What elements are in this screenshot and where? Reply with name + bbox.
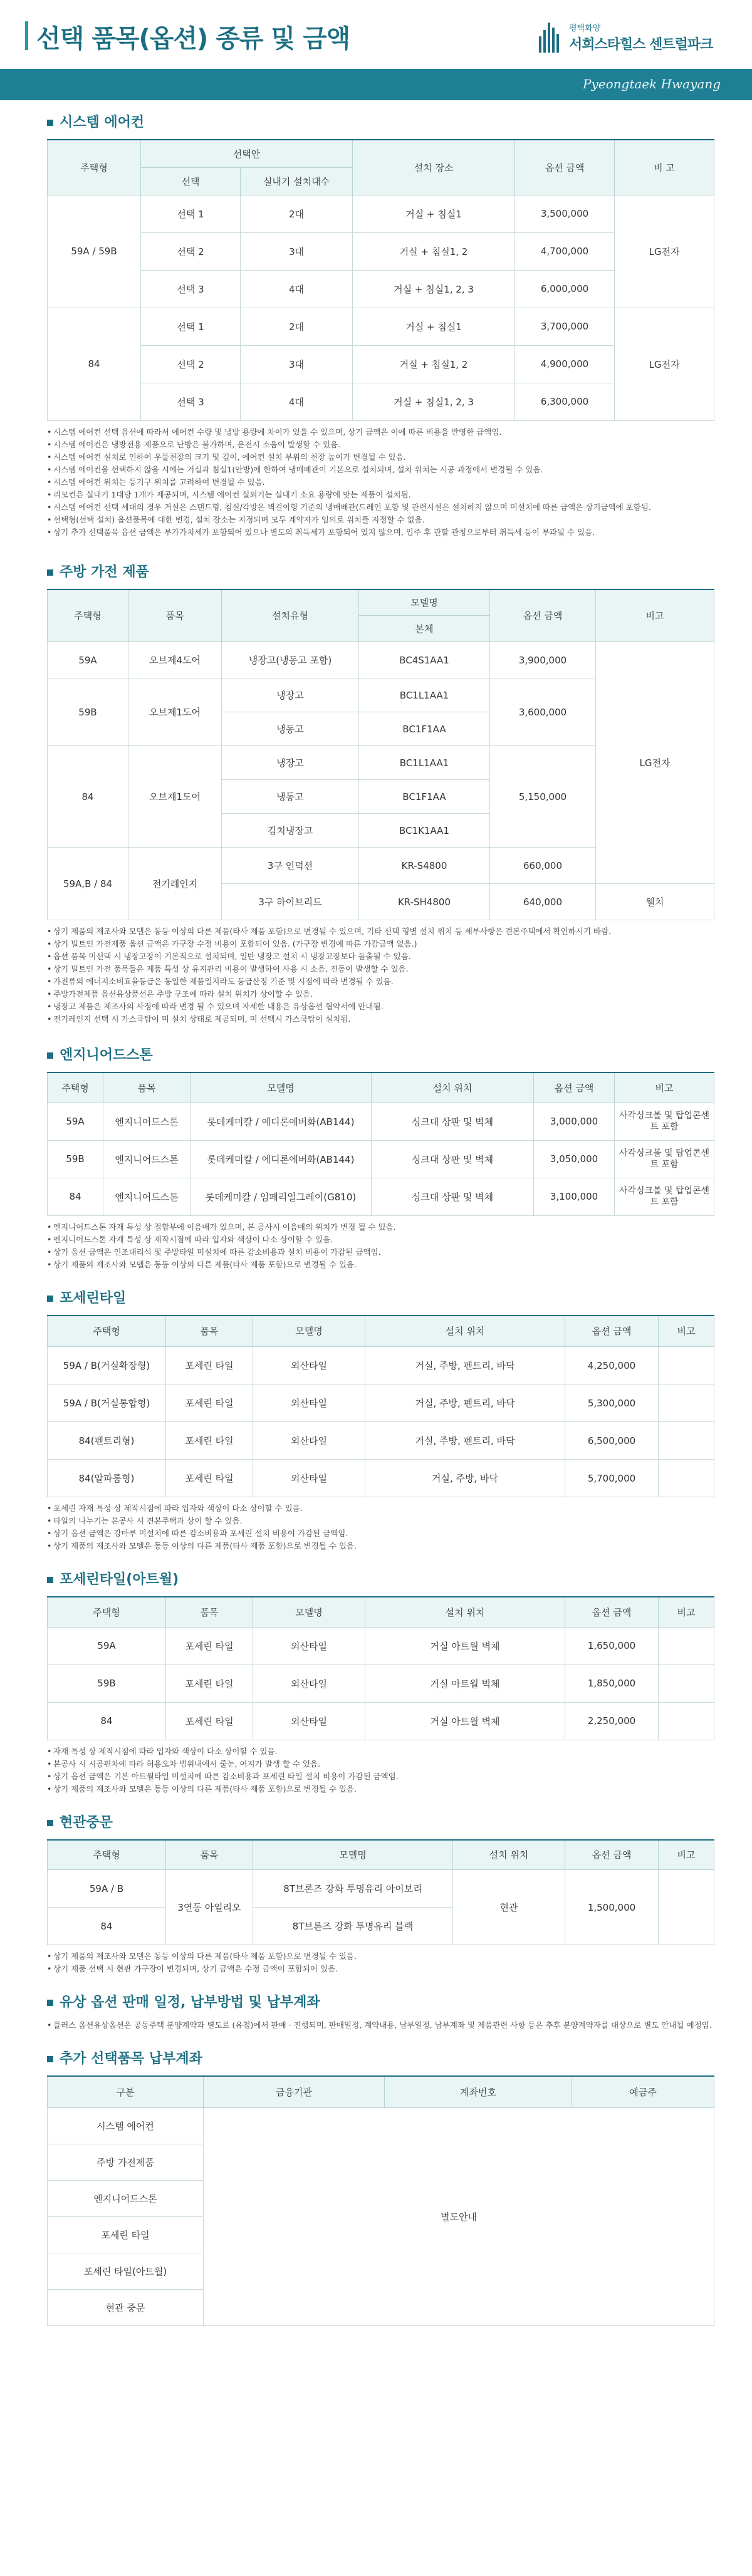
section-title-aircon: 시스템 에어컨 — [47, 114, 714, 132]
note-item: • 선택형(선택 설치) 옵션품목에 대한 변경, 설치 장소는 지정되며 모두 계약자가 임의로 위치를 지정할 수 없음. — [47, 514, 714, 526]
section-title-artwall: 포세린타일(아트월) — [47, 1571, 714, 1589]
page-header — [0, 0, 752, 69]
note-item: • 자재 특성 상 제작시점에 따라 입자와 색상이 다소 상이할 수 있음. — [47, 1745, 714, 1758]
note-item: • 포세린 자재 특성 상 제작시점에 따라 입자와 색상이 다소 상이할 수 있음. — [47, 1502, 714, 1515]
units-cell: 2대 — [241, 195, 353, 232]
price-cell: 660,000 — [490, 848, 596, 884]
maker-cell: LG전자 — [615, 308, 714, 420]
col-units: 실내기 설치대수 — [241, 167, 353, 195]
price-cell: 1,850,000 — [565, 1665, 659, 1702]
col-kind: 구분 — [48, 2076, 204, 2107]
maker-cell: 웰치 — [596, 884, 714, 920]
type-cell: 59B — [48, 1140, 103, 1178]
kind-cell: 냉장고 — [222, 678, 359, 712]
kind-cell: 3구 하이브리드 — [222, 884, 359, 920]
col-type: 주택형 — [48, 589, 128, 642]
item-cell: 포세린 타일 — [166, 1702, 253, 1740]
price-cell: 5,150,000 — [490, 746, 596, 848]
type-cell: 59A / B — [48, 1870, 166, 1908]
col-choice: 선택안 — [141, 140, 353, 167]
artwall-tile-table — [47, 1596, 714, 1740]
type-cell: 84 — [48, 746, 128, 848]
units-cell: 4대 — [241, 270, 353, 308]
item-cell: 전기레인지 — [128, 848, 222, 920]
col-location: 설치 위치 — [453, 1840, 565, 1870]
kind-cell: 김치냉장고 — [222, 814, 359, 848]
col-model: 모델명 — [253, 1840, 453, 1870]
location-cell: 거실 + 침실1 — [353, 308, 515, 345]
model-cell: 8T브론즈 강화 투명유리 블랙 — [253, 1908, 453, 1945]
col-price: 옵션 금액 — [565, 1840, 659, 1870]
type-cell: 59A — [48, 1627, 166, 1665]
price-cell: 3,000,000 — [534, 1103, 615, 1140]
type-cell: 84 — [48, 1908, 166, 1945]
kind-cell: 엔지니어드스톤 — [48, 2180, 204, 2216]
note-cell — [659, 1665, 714, 1702]
note-cell — [659, 1460, 714, 1497]
maker-cell: LG전자 — [615, 195, 714, 308]
col-location: 설치 위치 — [372, 1072, 534, 1103]
note-item: • 상기 옵션 금액은 기본 아트월타일 미설치에 따른 감소비용과 포세린 타일 설치 비용이 가감된 금액임. — [47, 1770, 714, 1783]
kind-cell: 냉장고(냉동고 포함) — [222, 642, 359, 678]
model-cell: 외산타일 — [253, 1460, 365, 1497]
price-cell: 6,300,000 — [515, 383, 615, 420]
note-item: • 타일의 나누기는 본공사 시 견본주택과 상이 할 수 있음. — [47, 1515, 714, 1527]
location-cell: 거실, 주방, 펜트리, 바닥 — [365, 1422, 565, 1460]
type-cell: 84 — [48, 1178, 103, 1215]
col-item: 품목 — [166, 1316, 253, 1347]
type-cell: 59A / 59B — [48, 195, 141, 308]
model-cell: KR-S4800 — [359, 848, 490, 884]
note-item: • 플러스 옵션유상옵션은 공동주택 분양계약과 별도로 (유첨)에서 판매 · 진행되며, 판매일정, 계약내용, 납부일정, 납부계좌 및 제품관련 사항 등은 추후 분양계약자를 대상으로 별도 안내될 예정임. — [47, 2019, 714, 2032]
price-cell: 3,900,000 — [490, 642, 596, 678]
kind-cell: 냉동고 — [222, 712, 359, 746]
note-item: • 시스템 에어컨 위치는 등기구 위치를 고려하여 변경될 수 있음. — [47, 476, 714, 489]
note-cell — [659, 1422, 714, 1460]
section-title-schedule: 유상 옵션 판매 일정, 납부방법 및 납부계좌 — [47, 1994, 714, 2012]
section-title-account: 추가 선택품목 납부계좌 — [47, 2050, 714, 2068]
col-type: 주택형 — [48, 1072, 103, 1103]
item-cell: 포세린 타일 — [166, 1665, 253, 1702]
note-item: • 상기 제품의 제조사와 모델은 동등 이상의 다른 제품(타사 제품 포함)으로 변경될 수 있음. — [47, 1259, 714, 1271]
section-title-stone: 엔지니어드스톤 — [47, 1047, 714, 1064]
type-cell: 59A / B(거실통합형) — [48, 1384, 166, 1422]
note-item: • 시스템 에어컨 선택 옵션에 따라서 에어컨 수량 및 냉방 용량에 차이가 있을 수 있으며, 상기 금액은 이에 따른 비용을 반영한 금액임. — [47, 426, 714, 439]
note-item: • 옵션 품목 미선택 시 냉장고장이 기본적으로 설치되며, 일반 냉장고 설치 시 냉장고장보다 돌출될 수 있음. — [47, 950, 714, 963]
select-cell: 선택 3 — [141, 270, 241, 308]
title-band — [0, 69, 752, 100]
note-item: • 상기 제품의 제조사와 모델은 동등 이상의 다른 제품(타사 제품 포함)으로 변경될 수 있음. — [47, 1540, 714, 1552]
brand-logo — [539, 19, 727, 56]
door-notes — [47, 1950, 714, 1975]
model-cell: BC1L1AA1 — [359, 678, 490, 712]
location-cell: 싱크대 상판 및 벽체 — [372, 1103, 534, 1140]
note-cell — [659, 1384, 714, 1422]
note-item: • 시스템 에어컨을 선택하지 않을 시에는 거실과 침실1(안방)에 한하여 냉매배관이 기본으로 설치되며, 설치 위치는 시공 과정에서 변경될 수 있음. — [47, 464, 714, 476]
col-note: 비고 — [659, 1316, 714, 1347]
model-cell: 롯데케미칼 / 에디론에버화(AB144) — [191, 1103, 372, 1140]
item-cell: 포세린 타일 — [166, 1384, 253, 1422]
units-cell: 3대 — [241, 232, 353, 270]
price-cell: 6,500,000 — [565, 1422, 659, 1460]
maker-cell: LG전자 — [596, 642, 714, 884]
item-cell: 엔지니어드스톤 — [103, 1140, 191, 1178]
kind-cell: 시스템 에어컨 — [48, 2107, 204, 2144]
type-cell: 84 — [48, 308, 141, 420]
price-cell: 2,250,000 — [565, 1702, 659, 1740]
col-model: 모델명 — [253, 1597, 365, 1627]
location-cell: 거실 + 침실1, 2, 3 — [353, 270, 515, 308]
location-cell: 싱크대 상판 및 벽체 — [372, 1140, 534, 1178]
porcelain-notes — [47, 1502, 714, 1552]
note-item: • 시스템 에어컨 설치로 인하여 우물천장의 크기 및 깊이, 에어컨 설치 부위의 천장 높이가 변경될 수 있음. — [47, 451, 714, 464]
col-model: 모델명 — [253, 1316, 365, 1347]
type-cell: 84 — [48, 1702, 166, 1740]
item-cell: 3연동 아일리오 — [166, 1870, 253, 1945]
item-cell: 오브제1도어 — [128, 746, 222, 848]
item-cell: 오브제4도어 — [128, 642, 222, 678]
col-kind: 설치유형 — [222, 589, 359, 642]
units-cell: 3대 — [241, 345, 353, 383]
note-item: • 상기 제품의 제조사와 모델은 동등 이상의 다른 제품(타사 제품 포함)으로 변경될 수 있음. — [47, 1783, 714, 1795]
section-title-door: 현관중문 — [47, 1814, 714, 1832]
col-location: 설치 위치 — [365, 1316, 565, 1347]
price-cell: 640,000 — [490, 884, 596, 920]
price-cell: 1,500,000 — [565, 1870, 659, 1945]
type-cell: 59A,B / 84 — [48, 848, 128, 920]
aircon-table — [47, 139, 714, 421]
note-cell — [659, 1627, 714, 1665]
units-cell: 2대 — [241, 308, 353, 345]
type-cell: 84(펜트리형) — [48, 1422, 166, 1460]
col-note: 비고 — [615, 1072, 714, 1103]
note-cell: 사각싱크볼 및 탑업콘센트 포함 — [615, 1178, 714, 1215]
type-cell: 59B — [48, 1665, 166, 1702]
col-type: 주택형 — [48, 1840, 166, 1870]
kind-cell: 현관 중문 — [48, 2289, 204, 2325]
col-item: 품목 — [103, 1072, 191, 1103]
model-cell: 외산타일 — [253, 1347, 365, 1384]
select-cell: 선택 2 — [141, 232, 241, 270]
price-cell: 3,600,000 — [490, 678, 596, 746]
note-item: • 상기 추가 선택품목 옵션 금액은 부가가치세가 포함되어 있으나 별도의 취득세가 포함되어 있지 않으며, 입주 후 관할 관청으로부터 취득세 등이 부과될 수 있음. — [47, 526, 714, 539]
price-cell: 4,900,000 — [515, 345, 615, 383]
location-cell: 거실, 주방, 바닥 — [365, 1460, 565, 1497]
location-cell: 거실 + 침실1, 2 — [353, 232, 515, 270]
band-script-text: Pyeongtaek Hwayang — [583, 76, 721, 91]
note-item: • 엔지니어드스톤 자재 특성 상 접합부에 이음매가 있으며, 본 공사시 이음매의 위치가 변경 될 수 있음. — [47, 1221, 714, 1233]
col-price: 옵션 금액 — [534, 1072, 615, 1103]
model-cell: 외산타일 — [253, 1665, 365, 1702]
logo-subtext: 평택화양 — [569, 24, 601, 33]
artwall-notes — [47, 1745, 714, 1795]
payment-account-table — [47, 2075, 714, 2326]
model-cell: 외산타일 — [253, 1422, 365, 1460]
note-item: • 상기 빌트인 가전제품 옵션 금액은 가구장 수정 비용이 포함되어 있음. (가구장 변경에 따른 가감금액 없음.) — [47, 938, 714, 950]
kind-cell: 냉동고 — [222, 780, 359, 814]
col-account: 계좌번호 — [385, 2076, 572, 2107]
price-cell: 5,300,000 — [565, 1384, 659, 1422]
col-type: 주택형 — [48, 140, 141, 195]
note-item: • 상기 제품 선택 시 현관 가구장이 변경되며, 상기 금액은 수정 금액이 포함되어 있음. — [47, 1963, 714, 1975]
kitchen-notes — [47, 925, 714, 1026]
model-cell: BC1F1AA — [359, 780, 490, 814]
location-cell: 거실, 주방, 펜트리, 바닥 — [365, 1384, 565, 1422]
note-item: • 전기레인지 선택 시 가스쿡탑이 미 설치 상태로 제공되며, 미 선택시 가스쿡탑이 설치됨. — [47, 1013, 714, 1026]
location-cell: 거실 + 침실1, 2 — [353, 345, 515, 383]
content — [0, 114, 752, 2326]
col-location: 설치 위치 — [365, 1597, 565, 1627]
units-cell: 4대 — [241, 383, 353, 420]
kind-cell: 주방 가전제품 — [48, 2144, 204, 2180]
price-cell: 3,100,000 — [534, 1178, 615, 1215]
item-cell: 포세린 타일 — [166, 1347, 253, 1384]
price-cell: 3,700,000 — [515, 308, 615, 345]
item-cell: 엔지니어드스톤 — [103, 1178, 191, 1215]
note-cell — [659, 1347, 714, 1384]
type-cell: 59A — [48, 642, 128, 678]
price-cell: 3,050,000 — [534, 1140, 615, 1178]
location-cell: 거실 아트월 벽체 — [365, 1627, 565, 1665]
select-cell: 선택 1 — [141, 308, 241, 345]
col-location: 설치 장소 — [353, 140, 515, 195]
model-cell: BC4S1AA1 — [359, 642, 490, 678]
col-price: 옵션 금액 — [565, 1316, 659, 1347]
note-item: • 리모컨은 실내기 1대당 1개가 제공되며, 시스템 에어컨 실외기는 실내기 소요 용량에 맞는 제품이 설치됨. — [47, 489, 714, 501]
price-cell: 4,700,000 — [515, 232, 615, 270]
model-cell: BC1L1AA1 — [359, 746, 490, 780]
price-cell: 5,700,000 — [565, 1460, 659, 1497]
col-item: 품목 — [166, 1597, 253, 1627]
logo-mark-icon — [539, 21, 564, 53]
kind-cell: 포세린 타일 — [48, 2216, 204, 2253]
location-cell: 거실 + 침실1, 2, 3 — [353, 383, 515, 420]
col-note: 비고 — [659, 1840, 714, 1870]
schedule-notes — [47, 2019, 714, 2032]
price-cell: 3,500,000 — [515, 195, 615, 232]
select-cell: 선택 2 — [141, 345, 241, 383]
kind-cell: 3구 인덕션 — [222, 848, 359, 884]
price-cell: 1,650,000 — [565, 1627, 659, 1665]
note-item: • 본공사 시 시공편차에 따라 허용오차 범위내에서 줄눈, 여지가 발생 할 수 있음. — [47, 1758, 714, 1770]
col-select: 선택 — [141, 167, 241, 195]
col-price: 옵션 금액 — [490, 589, 596, 642]
note-cell — [659, 1870, 714, 1945]
kind-cell: 포세린 타일(아트월) — [48, 2253, 204, 2289]
note-cell: 사각싱크볼 및 탑업콘센트 포함 — [615, 1103, 714, 1140]
col-model: 모델명 — [359, 589, 490, 616]
section-title-porcelain: 포세린타일 — [47, 1290, 714, 1307]
logo-text: 서희스타힐스 센트럴파크 — [569, 37, 713, 53]
model-cell: BC1F1AA — [359, 712, 490, 746]
col-model: 모델명 — [191, 1072, 372, 1103]
price-cell: 4,250,000 — [565, 1347, 659, 1384]
model-cell: KR-SH4800 — [359, 884, 490, 920]
note-cell — [659, 1702, 714, 1740]
note-item: • 가전류의 에너지소비효율등급은 동일한 제품일지라도 등급산정 기준 및 시점에 따라 변경될 수 있음. — [47, 975, 714, 988]
item-cell: 오브제1도어 — [128, 678, 222, 746]
type-cell: 59A — [48, 1103, 103, 1140]
col-type: 주택형 — [48, 1316, 166, 1347]
col-bank: 금융기관 — [204, 2076, 385, 2107]
model-cell: 외산타일 — [253, 1384, 365, 1422]
entrance-door-table — [47, 1839, 714, 1946]
col-note: 비고 — [596, 589, 714, 642]
kind-cell: 냉장고 — [222, 746, 359, 780]
porcelain-tile-table — [47, 1315, 714, 1498]
col-holder: 예금주 — [572, 2076, 714, 2107]
page-title: 선택 품목(옵션) 종류 및 금액 — [36, 24, 350, 53]
type-cell: 59A / B(거실확장형) — [48, 1347, 166, 1384]
col-price: 옵션 금액 — [515, 140, 615, 195]
col-note: 비고 — [659, 1597, 714, 1627]
title-accent-bar — [25, 21, 28, 50]
location-cell: 거실 아트월 벽체 — [365, 1702, 565, 1740]
location-cell: 현관 — [453, 1870, 565, 1945]
col-price: 옵션 금액 — [565, 1597, 659, 1627]
note-cell: 사각싱크볼 및 탑업콘센트 포함 — [615, 1140, 714, 1178]
select-cell: 선택 3 — [141, 383, 241, 420]
note-item: • 상기 제품의 제조사와 모델은 동등 이상의 다른 제품(타사 제품 포함)으로 변경될 수 있음. — [47, 1950, 714, 1963]
col-item: 품목 — [166, 1840, 253, 1870]
select-cell: 선택 1 — [141, 195, 241, 232]
note-item: • 시스템 에어컨 선택 세대의 경우 거실은 스탠드형, 침실/각방은 벽걸이형 기준의 냉매배관(드레인 포함 및 관련시설은 설치하지 않으며 미설치에 따른 금액은 상기금액에 포함됨. — [47, 501, 714, 514]
location-cell: 거실 + 침실1 — [353, 195, 515, 232]
note-item: • 상기 옵션 금액은 강마루 미설치에 따른 감소비용과 포세린 설치 비용이 가감된 금액임. — [47, 1527, 714, 1540]
kitchen-appliance-table — [47, 589, 714, 921]
location-cell: 거실, 주방, 펜트리, 바닥 — [365, 1347, 565, 1384]
note-item: • 냉장고 제품은 제조사의 사정에 따라 변경 될 수 있으며 자세한 내용은 유상옵션 협약서에 안내됨. — [47, 1000, 714, 1013]
note-item: • 엔지니어드스톤 자재 특성 상 제작시점에 따라 입자와 색상이 다소 상이할 수 있음. — [47, 1233, 714, 1246]
type-cell: 84(알파룸형) — [48, 1460, 166, 1497]
note-item: • 상기 제품의 제조사와 모델은 동등 이상의 다른 제품(타사 제품 포함)으로 변경될 수 있으며, 기타 선택 형별 설치 위치 등 세부사항은 견본주택에서 확인하시기 바람. — [47, 925, 714, 938]
type-cell: 59B — [48, 678, 128, 746]
model-cell: BC1K1AA1 — [359, 814, 490, 848]
stone-notes — [47, 1221, 714, 1271]
col-item: 품목 — [128, 589, 222, 642]
note-item: • 주방가전제품 옵션유상품선은 주방 구조에 따라 설치 위치가 상이할 수 있음. — [47, 988, 714, 1000]
note-item: • 시스템 에어컨은 냉방전용 제품으로 난방은 불가하며, 운전시 소음이 발생할 수 있음. — [47, 439, 714, 451]
engineered-stone-table — [47, 1072, 714, 1216]
model-cell: 롯데케미칼 / 에디론에버화(AB144) — [191, 1140, 372, 1178]
item-cell: 엔지니어드스톤 — [103, 1103, 191, 1140]
item-cell: 포세린 타일 — [166, 1422, 253, 1460]
item-cell: 포세린 타일 — [166, 1627, 253, 1665]
col-body: 본체 — [359, 616, 490, 642]
model-cell: 외산타일 — [253, 1702, 365, 1740]
location-cell: 거실 아트월 벽체 — [365, 1665, 565, 1702]
aircon-notes — [47, 426, 714, 539]
account-info-cell: 별도안내 — [204, 2107, 714, 2325]
price-cell: 6,000,000 — [515, 270, 615, 308]
location-cell: 싱크대 상판 및 벽체 — [372, 1178, 534, 1215]
model-cell: 8T브론즈 강화 투명유리 아이보리 — [253, 1870, 453, 1908]
col-type: 주택형 — [48, 1597, 166, 1627]
col-note: 비 고 — [615, 140, 714, 195]
model-cell: 외산타일 — [253, 1627, 365, 1665]
note-item: • 상기 옵션 금액은 인조대리석 및 주방타일 미설치에 따른 감소비용과 설치 비용이 가감된 금액임. — [47, 1246, 714, 1259]
model-cell: 롯데케미칼 / 임페리얼그레이(G810) — [191, 1178, 372, 1215]
note-item: • 상기 빌트인 가전 품목들은 제품 특성 상 유지관리 비용이 발생하여 사용 시 소음, 진동이 발생할 수 있음. — [47, 963, 714, 975]
item-cell: 포세린 타일 — [166, 1460, 253, 1497]
section-title-kitchen: 주방 가전 제품 — [47, 564, 714, 581]
